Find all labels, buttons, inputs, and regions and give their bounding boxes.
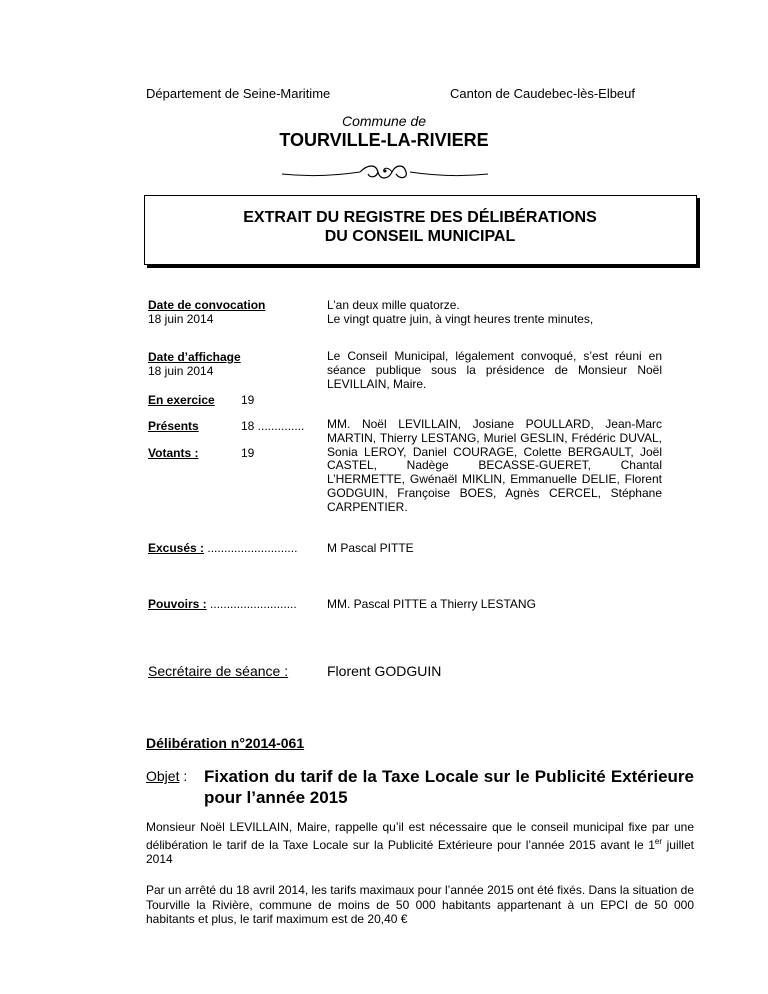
registry-title-line1: EXTRAIT DU REGISTRE DES DÉLIBÉRATIONS xyxy=(243,209,597,226)
secretaire-label: Secrétaire de séance : xyxy=(148,663,289,679)
commune-name: TOURVILLE-LA-RIVIERE xyxy=(279,130,489,150)
canton-label: Canton de Caudebec-lès-Elbeuf xyxy=(450,86,636,101)
secretaire-value: Florent GODGUIN xyxy=(327,663,442,679)
pouvoirs-label: Pouvoirs : .......................... xyxy=(148,597,297,611)
convocation-block xyxy=(148,298,265,326)
affichage-block xyxy=(148,350,241,378)
objet-title: Fixation du tarif de la Taxe Locale sur le Publicité Extérieure pour l’année 2015 xyxy=(204,767,694,807)
departement-label: Département de Seine-Maritime xyxy=(146,86,331,101)
paragraph-1-date: 1er juillet 2014 xyxy=(146,836,694,866)
intro-text xyxy=(327,298,662,326)
affichage-date: 18 juin 2014 xyxy=(148,364,214,378)
objet-colon: : xyxy=(179,768,188,784)
registry-title-line2: DU CONSEIL MUNICIPAL xyxy=(324,228,516,245)
excuses-value: M Pascal PITTE xyxy=(327,541,414,555)
en-exercice-value: 19 xyxy=(241,393,255,407)
presents-value: 18 .............. xyxy=(241,419,305,433)
pouvoirs-dots: .......................... xyxy=(206,597,297,611)
deliberation-number: Délibération n°2014-061 xyxy=(146,735,305,751)
votants-value: 19 xyxy=(241,446,255,460)
intro-line2: Le vingt quatre juin, à vingt heures trente minutes, xyxy=(327,312,594,326)
intro-line1: L’an deux mille quatorze. xyxy=(327,298,460,312)
en-exercice-label: En exercice xyxy=(148,393,215,407)
paragraph-1-text: Monsieur Noël LEVILLAIN, Maire, rappelle qu’il est nécessaire que le conseil municipal fixe par une délibération le tarif de la Taxe Locale sur la Publicité Extérieure pour l’année 2015 avant le xyxy=(146,820,694,852)
members-text: MM. Noël LEVILLAIN, Josiane POULLARD, Jean-Marc MARTIN, Thierry LESTANG, Muriel GESLIN, Frédéric DUVAL, Sonia LEROY, Daniel COURAGE, Colette BERGAULT, Joël CASTEL, Nadège BECASSE-GUERET, Chantal L’HERMETTE, Gwénaël MIKLIN, Emmanuelle DELIE, Florent GODGUIN, Françoise BOES, Agnès CERCEL, Stéphane CARPENTIER. xyxy=(327,417,662,514)
ornament-divider-icon xyxy=(280,160,490,184)
presents-label: Présents xyxy=(148,419,199,433)
pouvoirs-value: MM. Pascal PITTE a Thierry LESTANG xyxy=(327,597,536,611)
excuses-dots: ........................... xyxy=(204,541,298,555)
registry-title xyxy=(144,208,696,246)
paragraph-2: Par un arrêté du 18 avril 2014, les tarifs maximaux pour l’année 2015 ont été fixés. Dans la situation de Tourville la Rivière, commune de moins de 50 000 habitants appartenant à un EPCI de 50 000 habitants et plus, le tarif maximum est de 20,40 € xyxy=(146,883,694,926)
commune-prefix: Commune de xyxy=(341,113,427,129)
convocation-label: Date de convocation xyxy=(148,298,266,312)
convocation-date: 18 juin 2014 xyxy=(148,312,214,326)
objet-label: Objet xyxy=(146,768,180,784)
conseil-text: Le Conseil Municipal, légalement convoqué, s’est réuni en séance publique sous la présidence de Monsieur Noël LEVILLAIN, Maire. xyxy=(327,349,662,391)
votants-label: Votants : xyxy=(148,446,199,460)
objet-label-block xyxy=(146,768,187,784)
paragraph-1 xyxy=(146,820,694,867)
affichage-label: Date d’affichage xyxy=(148,350,241,364)
excuses-label: Excusés : ........................... xyxy=(148,541,298,555)
